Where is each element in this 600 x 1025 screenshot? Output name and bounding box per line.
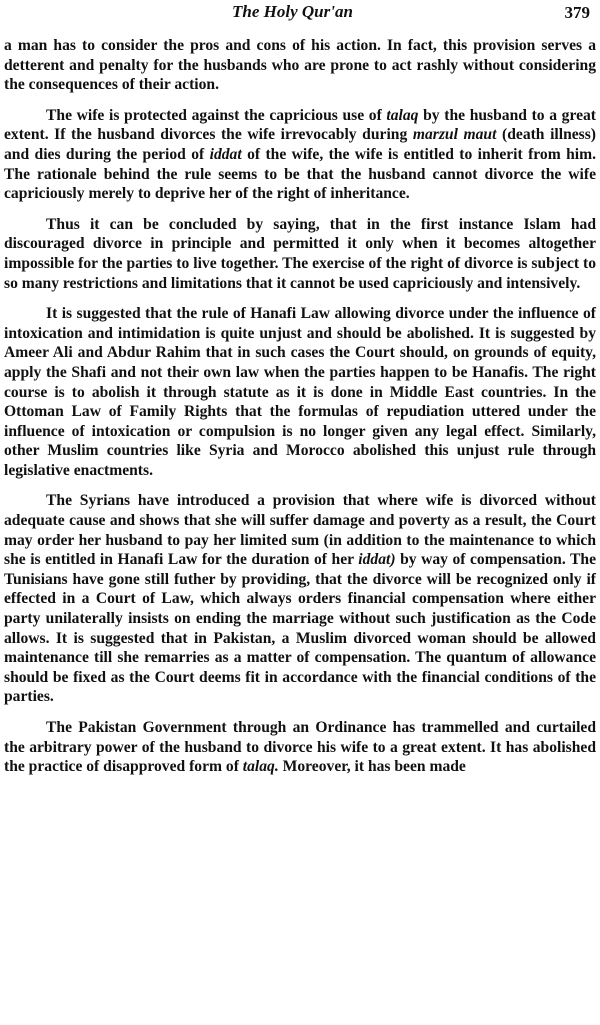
- paragraph-p5: [4, 491, 596, 707]
- text-run: Moreover, it has been made: [278, 758, 466, 776]
- text-run: by way of compensation. The Tunisians have gone still futher by providing, that the divorce will be recognized only if effected in a Court of Law, which always orders financial compensation where either party unilaterally insists on ending the marriage without such justification as the Code allows. It is suggested that in Pakistan, a Muslim divorced woman should be allowed maintenance till she remarries as a matter of compensation. The quantum of allowance should be fixed as the Court deems fit in accordance with the financial conditions of the parties.: [4, 551, 596, 706]
- italic-term: talaq.: [242, 758, 279, 776]
- text-run: The Pakistan Government through an Ordinance has trammelled and curtailed the arbitrary power of the husband to divorce his wife to a great extent. It has abolished the practice of disapproved form of: [4, 719, 596, 776]
- running-header: [4, 0, 596, 30]
- text-run: The Syrians have introduced a provision that where wife is divorced without adequate cause and shows that she will suffer damage and poverty as a result, the Court may order her husband to pay her limited sum (in addition to the maintenance to which she is entitled in Hanafi Law for the duration of her: [4, 492, 596, 569]
- italic-term: iddat: [209, 145, 242, 163]
- running-title: The Holy Qur'an: [232, 2, 353, 21]
- page-number: 379: [564, 3, 590, 22]
- body-text: [4, 36, 596, 777]
- text-run: by the husband to a great extent. If the husband divorces the wife irrevocably during: [4, 106, 596, 144]
- paragraph-p3: [4, 215, 596, 293]
- italic-term: marzul maut: [412, 126, 497, 144]
- text-run: The wife is protected against the capricious use of: [46, 106, 387, 124]
- text-run: It is suggested that the rule of Hanafi Law allowing divorce under the influence of intoxication and intimidation is quite unjust and should be abolished. It is suggested by Ameer Ali and Abdur Rahim that in such cases the Court should, on grounds of equity, apply the Shafi and not their own law when the parties happen to be Hanafis. The right course is to abolish it through statute as it is done in Middle East countries. In the Ottoman Law of Family Rights that the formulas of repudiation uttered under the influence of intoxication or compulsion is no longer given any legal effect. Similarly, other Muslim countries like Syria and Morocco abolished this unjust rule through legislative enactments.: [4, 305, 596, 479]
- text-run: of the wife, the wife is entitled to inherit from him. The rationale behind the rule seems to be that the husband cannot divorce the wife capriciously merely to deprive her of the right of inheritance.: [4, 145, 596, 203]
- text-run: Thus it can be concluded by saying, that in the first instance Islam had discouraged divorce in principle and permitted it only when it becomes altogether impossible for the parties to live together. The exercise of the right of divorce is subject to so many restrictions and limitations that it cannot be used capriciously and intensively.: [4, 215, 596, 292]
- paragraph-p1: [4, 36, 596, 95]
- italic-term: talaq: [386, 106, 419, 124]
- paragraph-p6: [4, 718, 596, 777]
- text-run: a man has to consider the pros and cons of his action. In fact, this provision serves a detterent and penalty for the husbands who are prone to act rashly without considering the consequences of their action.: [4, 37, 596, 94]
- text-run: (death illness) and dies during the period of: [4, 126, 596, 163]
- italic-term: iddat): [358, 551, 396, 569]
- paragraph-p2: [4, 106, 596, 204]
- paragraph-p4: [4, 304, 596, 480]
